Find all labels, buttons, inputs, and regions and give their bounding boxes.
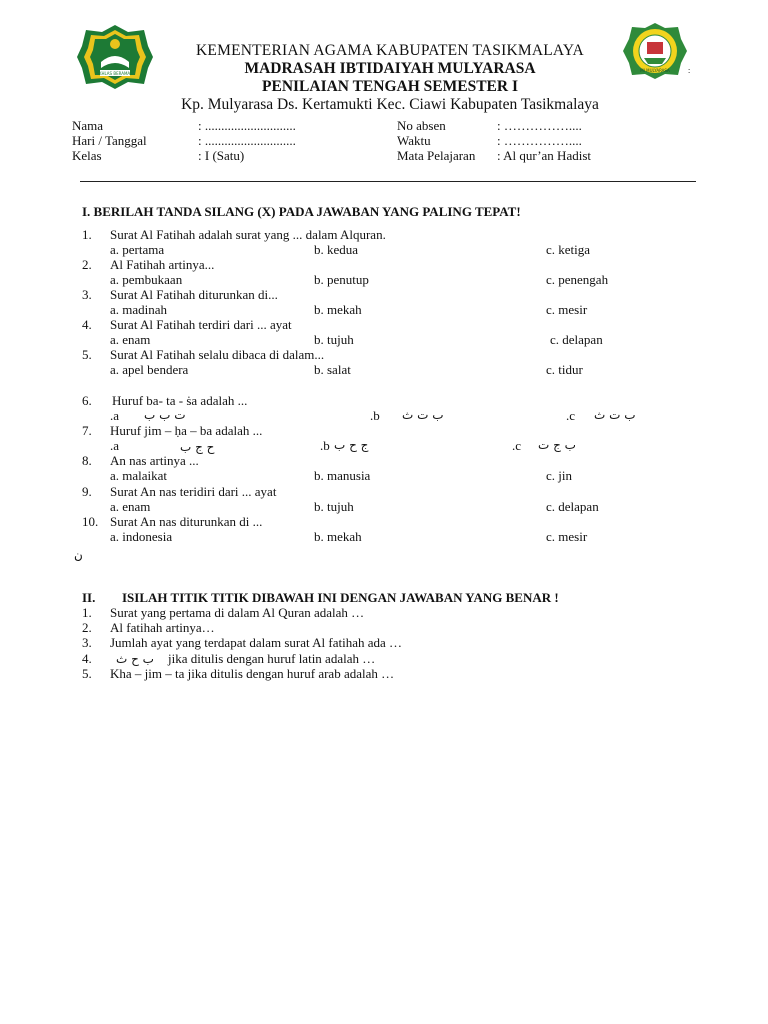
question-number: 3. xyxy=(82,287,92,302)
question-number: 2. xyxy=(82,620,92,635)
option-a: a. indonesia xyxy=(110,529,173,544)
question-number: 9. xyxy=(82,484,92,499)
option-b: b. mekah xyxy=(314,302,362,317)
question-number: 6. xyxy=(82,393,92,408)
option-c-arabic: ب ج ت xyxy=(538,438,576,452)
subject-value: : Al qur’an Hadist xyxy=(497,148,591,163)
time-value: : …………….... xyxy=(497,133,582,148)
question-number: 3. xyxy=(82,635,92,650)
school-address: Kp. Mulyarasa Ds. Kertamukti Kec. Ciawi Kabupaten Tasikmalaya xyxy=(181,96,599,113)
option-a: a. pertama xyxy=(110,242,165,257)
question-number: 5. xyxy=(82,666,92,681)
question-text: An nas artinya ... xyxy=(110,453,199,468)
question-text: Kha – jim – ta jika ditulis dengan huruf arab adalah … xyxy=(110,666,395,681)
header-mark: : xyxy=(688,66,691,75)
kemenag-logo-icon xyxy=(76,24,154,90)
question-arabic: ب ح ث xyxy=(116,652,154,666)
question-number: 4. xyxy=(82,317,92,332)
exam-title: PENILAIAN TENGAH SEMESTER I xyxy=(262,78,518,95)
svg-text:MI MULYARASA: MI MULYARASA xyxy=(640,68,670,73)
option-a-label: .a xyxy=(110,438,120,453)
ministry-title: KEMENTERIAN AGAMA KABUPATEN TASIKMALAYA xyxy=(196,42,584,59)
option-b: b. mekah xyxy=(314,529,362,544)
option-a: a. enam xyxy=(110,332,151,347)
class-value: : I (Satu) xyxy=(198,148,245,163)
option-c: c. tidur xyxy=(546,362,583,377)
question-text: Surat Al Fatihah selalu dibaca di dalam... xyxy=(110,347,325,362)
question-text: Surat Al Fatihah terdiri dari ... ayat xyxy=(110,317,292,332)
option-a-label: .a xyxy=(110,408,120,423)
option-c: c. penengah xyxy=(546,272,609,287)
date-label: Hari / Tanggal xyxy=(72,133,147,148)
question-text: Jumlah ayat yang terdapat dalam surat Al fatihah ada … xyxy=(110,635,403,650)
section2-number: II. xyxy=(82,590,96,605)
option-b-arabic: ج ح ب xyxy=(334,438,369,452)
question-text: Surat Al Fatihah adalah surat yang ... dalam Alquran. xyxy=(110,227,386,242)
option-c: c. mesir xyxy=(546,302,588,317)
option-a: a. madinah xyxy=(110,302,168,317)
question-text: Surat An nas teridiri dari ... ayat xyxy=(110,484,277,499)
option-b: b. salat xyxy=(314,362,351,377)
option-a: a. pembukaan xyxy=(110,272,183,287)
option-c-label: .c xyxy=(512,438,522,453)
name-value: : ............................ xyxy=(198,118,296,133)
question-text: Al Fatihah artinya... xyxy=(110,257,215,272)
absen-label: No absen xyxy=(397,118,446,133)
question-number: 7. xyxy=(82,423,92,438)
option-a: a. apel bendera xyxy=(110,362,189,377)
option-a: a. enam xyxy=(110,499,151,514)
stray-arabic-glyph: ن xyxy=(74,548,83,562)
section2-title: ISILAH TITIK TITIK DIBAWAH INI DENGAN JAWABAN YANG BENAR ! xyxy=(122,590,559,605)
section1-title: I. BERILAH TANDA SILANG (X) PADA JAWABAN YANG PALING TEPAT! xyxy=(82,204,521,219)
question-text: Surat yang pertama di dalam Al Quran adalah … xyxy=(110,605,365,620)
question-number: 8. xyxy=(82,453,92,468)
option-c: c. mesir xyxy=(546,529,588,544)
question-number: 1. xyxy=(82,227,92,242)
option-b: b. kedua xyxy=(314,242,359,257)
option-b: b. penutup xyxy=(314,272,369,287)
question-number: 4. xyxy=(82,651,92,666)
question-text: Surat An nas diturunkan di ... xyxy=(110,514,263,529)
option-b: b. tujuh xyxy=(314,332,354,347)
option-b: b. manusia xyxy=(314,468,371,483)
question-number: 2. xyxy=(82,257,92,272)
time-label: Waktu xyxy=(397,133,431,148)
header-divider xyxy=(80,181,696,182)
question-number: 5. xyxy=(82,347,92,362)
option-b-label: .b xyxy=(370,408,380,423)
question-text: Al fatihah artinya… xyxy=(110,620,215,635)
option-c-arabic: ب ت ث xyxy=(594,408,636,422)
option-c: c. jin xyxy=(546,468,572,483)
option-b: b. tujuh xyxy=(314,499,354,514)
option-a: a. malaikat xyxy=(110,468,168,483)
question-text: Huruf ba- ta - ṡa adalah ... xyxy=(112,393,248,408)
absen-value: : …………….... xyxy=(497,118,582,133)
subject-label: Mata Pelajaran xyxy=(397,148,476,163)
option-b-label: .b xyxy=(320,438,330,453)
question-text: Surat Al Fatihah diturunkan di... xyxy=(110,287,278,302)
option-c: c. ketiga xyxy=(546,242,591,257)
option-c: c. delapan xyxy=(546,499,599,514)
svg-text:IKHLAS BERAMAL: IKHLAS BERAMAL xyxy=(97,71,133,76)
question-text: Huruf jim – ḥa – ba adalah ... xyxy=(110,423,263,438)
option-c-label: .c xyxy=(566,408,576,423)
question-text: jika ditulis dengan huruf latin adalah … xyxy=(168,651,376,666)
option-c: c. delapan xyxy=(550,332,603,347)
name-label: Nama xyxy=(72,118,104,133)
date-value: : ............................ xyxy=(198,133,296,148)
question-number: 1. xyxy=(82,605,92,620)
option-a-arabic: ح ج ب xyxy=(180,440,215,454)
school-logo-icon xyxy=(622,22,691,80)
option-b-arabic: ب ت ث xyxy=(402,408,444,422)
option-a-arabic: ت ب ب xyxy=(144,408,186,422)
class-label: Kelas xyxy=(72,148,102,163)
question-number: 10. xyxy=(82,514,99,529)
school-title: MADRASAH IBTIDAIYAH MULYARASA xyxy=(244,60,536,77)
